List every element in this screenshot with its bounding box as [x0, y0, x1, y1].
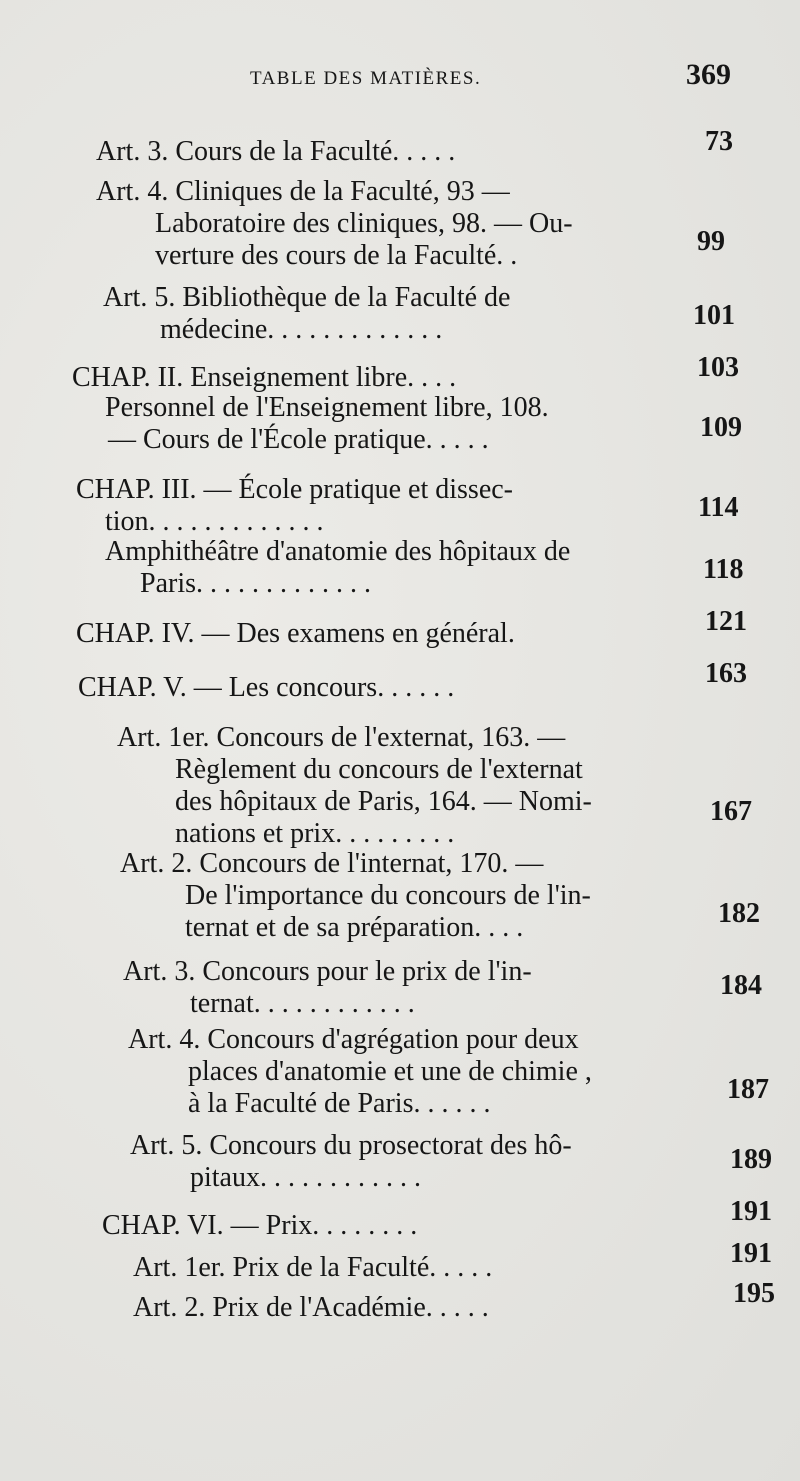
toc-entry-page: 73: [705, 126, 733, 157]
toc-entry-line: Art. 4. Cliniques de la Faculté, 93 —: [96, 176, 510, 207]
toc-entry-line: Personnel de l'Enseignement libre, 108.: [105, 392, 549, 423]
toc-entry-line: Paris. . . . . . . . . . . . .: [140, 568, 371, 599]
toc-entry-line: — Cours de l'École pratique. . . . .: [108, 424, 489, 455]
toc-entry-line: pitaux. . . . . . . . . . . .: [190, 1162, 421, 1193]
toc-entry-line: Art. 4. Concours d'agrégation pour deux: [128, 1024, 579, 1055]
running-head: TABLE DES MATIÈRES.: [250, 68, 482, 89]
toc-entry-page: 101: [693, 300, 735, 331]
toc-entry-page: 99: [697, 226, 725, 257]
toc-entry-line: De l'importance du concours de l'in-: [185, 880, 591, 911]
page-number: 369: [686, 58, 731, 91]
toc-entry-page: 109: [700, 412, 742, 443]
toc-entry-line: tion. . . . . . . . . . . . .: [105, 506, 324, 537]
toc-entry-page: 182: [718, 898, 760, 929]
toc-entry-page: 163: [705, 658, 747, 689]
toc-entry-line: des hôpitaux de Paris, 164. — Nomi-: [175, 786, 592, 817]
toc-entry-line: Art. 3. Concours pour le prix de l'in-: [123, 956, 532, 987]
toc-entry-line: Art. 2. Prix de l'Académie. . . . .: [133, 1292, 489, 1323]
toc-entry-line: CHAP. III. — École pratique et dissec-: [76, 474, 513, 505]
toc-entry-line: Art. 1er. Concours de l'externat, 163. —: [117, 722, 566, 753]
toc-entry-line: verture des cours de la Faculté. .: [155, 240, 518, 271]
toc-entry-line: ternat. . . . . . . . . . . .: [190, 988, 415, 1019]
toc-entry-line: Art. 3. Cours de la Faculté. . . . .: [96, 136, 456, 167]
toc-entry-page: 184: [720, 970, 762, 1001]
toc-entry-line: places d'anatomie et une de chimie ,: [188, 1056, 592, 1087]
toc-entry-line: CHAP. VI. — Prix. . . . . . . .: [102, 1210, 418, 1241]
toc-entry-page: 191: [730, 1196, 772, 1227]
toc-entry-line: Art. 5. Concours du prosectorat des hô-: [130, 1130, 572, 1161]
toc-entry-page: 167: [710, 796, 752, 827]
toc-entry-line: CHAP. V. — Les concours. . . . . .: [78, 672, 455, 703]
toc-entry-line: CHAP. IV. — Des examens en général.: [76, 618, 515, 649]
toc-entry-line: Règlement du concours de l'externat: [175, 754, 583, 785]
toc-entry-page: 103: [697, 352, 739, 383]
toc-entry-line: à la Faculté de Paris. . . . . .: [188, 1088, 491, 1119]
toc-entry-line: CHAP. II. Enseignement libre. . . .: [72, 362, 457, 393]
toc-entry-page: 121: [705, 606, 747, 637]
toc-entry-line: médecine. . . . . . . . . . . . .: [160, 314, 443, 345]
toc-entry-line: Laboratoire des cliniques, 98. — Ou-: [155, 208, 573, 239]
toc-entry-line: Art. 5. Bibliothèque de la Faculté de: [103, 282, 511, 313]
toc-entry-line: ternat et de sa préparation. . . .: [185, 912, 524, 943]
toc-entry-page: 114: [698, 492, 739, 523]
toc-entry-line: Art. 2. Concours de l'internat, 170. —: [120, 848, 544, 879]
toc-entry-page: 189: [730, 1144, 772, 1175]
toc-entry-line: nations et prix. . . . . . . . .: [175, 818, 455, 849]
toc-entry-page: 118: [703, 554, 744, 585]
toc-entry-page: 191: [730, 1238, 772, 1269]
toc-entry-page: 195: [733, 1278, 775, 1309]
toc-entry-line: Art. 1er. Prix de la Faculté. . . . .: [133, 1252, 493, 1283]
toc-entry-page: 187: [727, 1074, 769, 1105]
toc-entry-line: Amphithéâtre d'anatomie des hôpitaux de: [105, 536, 571, 567]
